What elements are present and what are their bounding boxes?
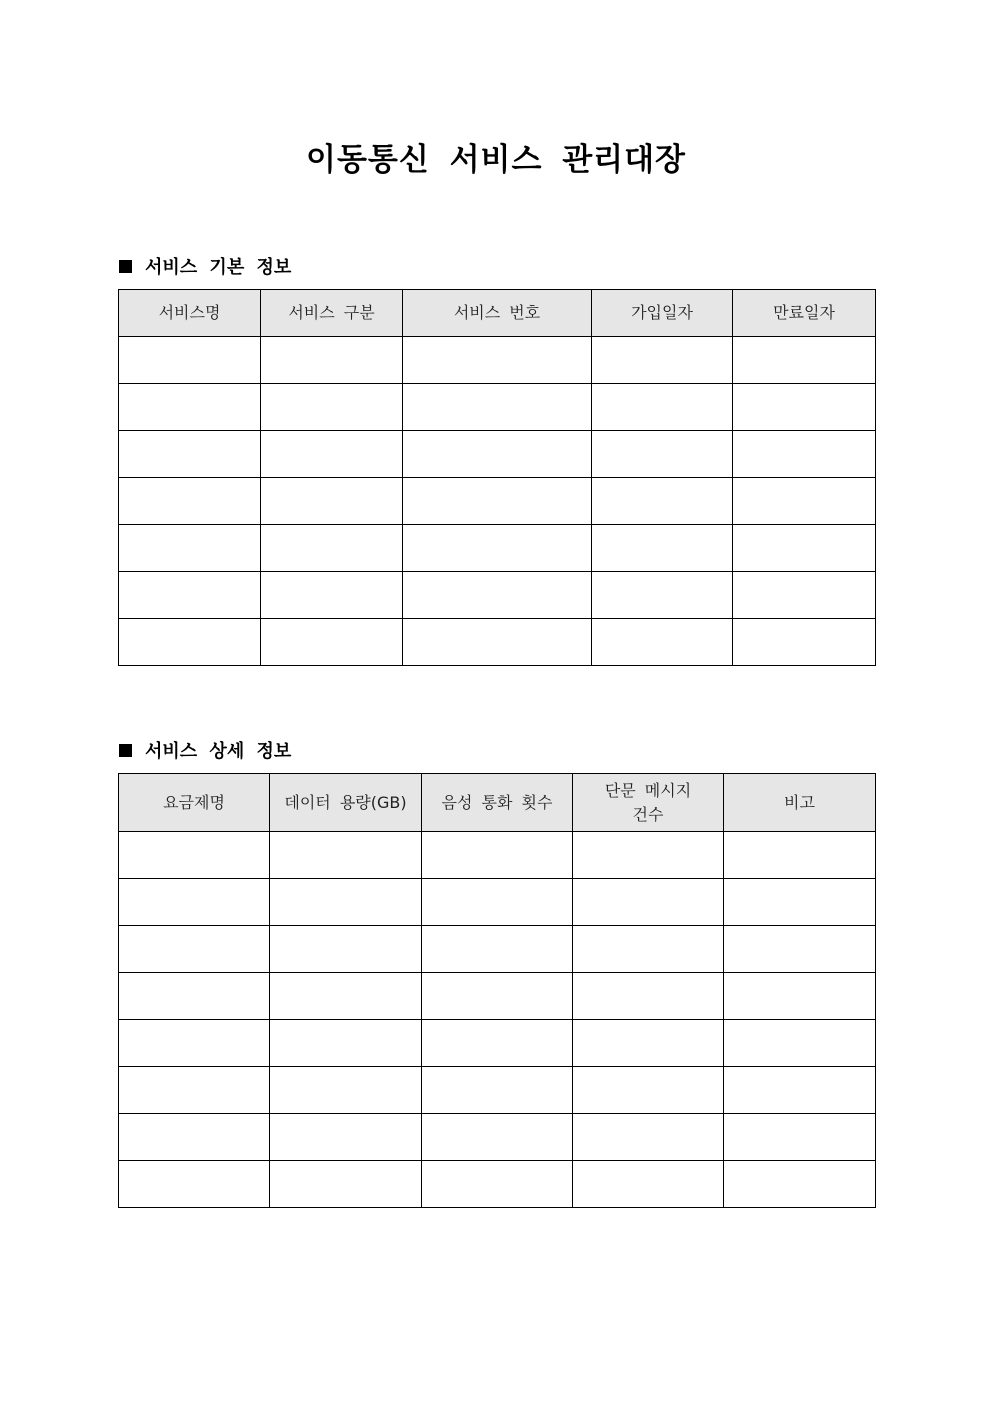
table-row: [119, 973, 876, 1020]
column-header-plan-name: 요금제명: [119, 774, 270, 832]
table-cell[interactable]: [733, 525, 876, 572]
page-title: 이동통신 서비스 관리대장: [306, 142, 686, 178]
table-cell[interactable]: [119, 832, 270, 879]
table-cell[interactable]: [592, 478, 733, 525]
table-cell[interactable]: [422, 1020, 573, 1067]
table-cell[interactable]: [261, 337, 403, 384]
table-cell[interactable]: [422, 926, 573, 973]
basic-info-table: [118, 289, 876, 666]
table-cell[interactable]: [119, 478, 261, 525]
table-cell[interactable]: [733, 572, 876, 619]
table-cell[interactable]: [270, 832, 422, 879]
column-header-data-capacity: 데이터 용량(GB): [270, 774, 422, 832]
section-heading-basic-label: 서비스 기본 정보: [145, 257, 292, 278]
table-cell[interactable]: [422, 832, 573, 879]
column-header-sms-count: 단문 메시지 건수: [573, 774, 724, 832]
table-cell[interactable]: [422, 1161, 573, 1208]
table-row: [119, 572, 876, 619]
table-cell[interactable]: [119, 1161, 270, 1208]
table-row: [119, 926, 876, 973]
table-cell[interactable]: [592, 384, 733, 431]
basic-info-table-body: [119, 337, 876, 666]
table-cell[interactable]: [724, 1067, 876, 1114]
column-header-service-number: 서비스 번호: [403, 290, 592, 337]
table-cell[interactable]: [119, 1067, 270, 1114]
detail-info-table: [118, 773, 876, 1208]
table-cell[interactable]: [403, 572, 592, 619]
table-cell[interactable]: [261, 431, 403, 478]
table-cell[interactable]: [119, 572, 261, 619]
column-header-expiry-date: 만료일자: [733, 290, 876, 337]
section-heading-detail: [119, 737, 291, 763]
table-cell[interactable]: [403, 525, 592, 572]
table-cell[interactable]: [119, 384, 261, 431]
section-heading-basic: [119, 253, 291, 279]
detail-info-table-body: [119, 832, 876, 1208]
table-cell[interactable]: [119, 879, 270, 926]
table-cell[interactable]: [724, 973, 876, 1020]
table-cell[interactable]: [403, 337, 592, 384]
table-cell[interactable]: [724, 832, 876, 879]
table-cell[interactable]: [261, 525, 403, 572]
table-cell[interactable]: [573, 1067, 724, 1114]
table-cell[interactable]: [422, 1114, 573, 1161]
table-row: [119, 337, 876, 384]
table-cell[interactable]: [592, 337, 733, 384]
table-row: [119, 478, 876, 525]
table-cell[interactable]: [403, 478, 592, 525]
table-cell[interactable]: [403, 619, 592, 666]
table-row: [119, 1020, 876, 1067]
table-cell[interactable]: [573, 973, 724, 1020]
table-cell[interactable]: [261, 384, 403, 431]
table-cell[interactable]: [270, 879, 422, 926]
table-cell[interactable]: [119, 619, 261, 666]
table-row: [119, 1161, 876, 1208]
square-bullet-icon: [119, 260, 132, 273]
table-row: [119, 525, 876, 572]
column-header-service-name: 서비스명: [119, 290, 261, 337]
table-cell[interactable]: [119, 973, 270, 1020]
table-cell[interactable]: [724, 1020, 876, 1067]
table-cell[interactable]: [119, 525, 261, 572]
table-header-row: [119, 290, 876, 337]
table-cell[interactable]: [724, 1114, 876, 1161]
table-cell[interactable]: [592, 619, 733, 666]
table-cell[interactable]: [261, 478, 403, 525]
table-cell[interactable]: [270, 1067, 422, 1114]
table-cell[interactable]: [261, 619, 403, 666]
table-cell[interactable]: [573, 1020, 724, 1067]
table-cell[interactable]: [119, 337, 261, 384]
table-cell[interactable]: [733, 619, 876, 666]
table-cell[interactable]: [261, 572, 403, 619]
table-row: [119, 832, 876, 879]
table-cell[interactable]: [119, 926, 270, 973]
table-row: [119, 431, 876, 478]
table-cell[interactable]: [592, 572, 733, 619]
table-cell[interactable]: [270, 973, 422, 1020]
table-cell[interactable]: [573, 1114, 724, 1161]
table-cell[interactable]: [733, 337, 876, 384]
table-cell[interactable]: [733, 431, 876, 478]
table-cell[interactable]: [573, 879, 724, 926]
table-cell[interactable]: [270, 926, 422, 973]
table-cell[interactable]: [270, 1161, 422, 1208]
table-cell[interactable]: [733, 478, 876, 525]
column-header-service-type: 서비스 구분: [261, 290, 403, 337]
table-header-row: [119, 774, 876, 832]
table-cell[interactable]: [422, 1067, 573, 1114]
table-cell[interactable]: [270, 1020, 422, 1067]
section-heading-detail-label: 서비스 상세 정보: [145, 741, 292, 762]
table-cell[interactable]: [592, 431, 733, 478]
table-cell[interactable]: [119, 1020, 270, 1067]
table-cell[interactable]: [422, 973, 573, 1020]
table-cell[interactable]: [724, 1161, 876, 1208]
column-header-join-date: 가입일자: [592, 290, 733, 337]
table-cell[interactable]: [403, 431, 592, 478]
table-cell[interactable]: [119, 1114, 270, 1161]
table-row: [119, 879, 876, 926]
table-cell[interactable]: [573, 1161, 724, 1208]
table-cell[interactable]: [724, 879, 876, 926]
table-row: [119, 1114, 876, 1161]
square-bullet-icon: [119, 744, 132, 757]
table-cell[interactable]: [592, 525, 733, 572]
column-header-remarks: 비고: [724, 774, 876, 832]
table-cell[interactable]: [403, 384, 592, 431]
table-cell[interactable]: [422, 879, 573, 926]
table-row: [119, 1067, 876, 1114]
table-cell[interactable]: [270, 1114, 422, 1161]
table-cell[interactable]: [573, 926, 724, 973]
column-header-voice-calls: 음성 통화 횟수: [422, 774, 573, 832]
table-cell[interactable]: [733, 384, 876, 431]
table-row: [119, 384, 876, 431]
table-cell[interactable]: [573, 832, 724, 879]
table-row: [119, 619, 876, 666]
table-cell[interactable]: [119, 431, 261, 478]
table-cell[interactable]: [724, 926, 876, 973]
